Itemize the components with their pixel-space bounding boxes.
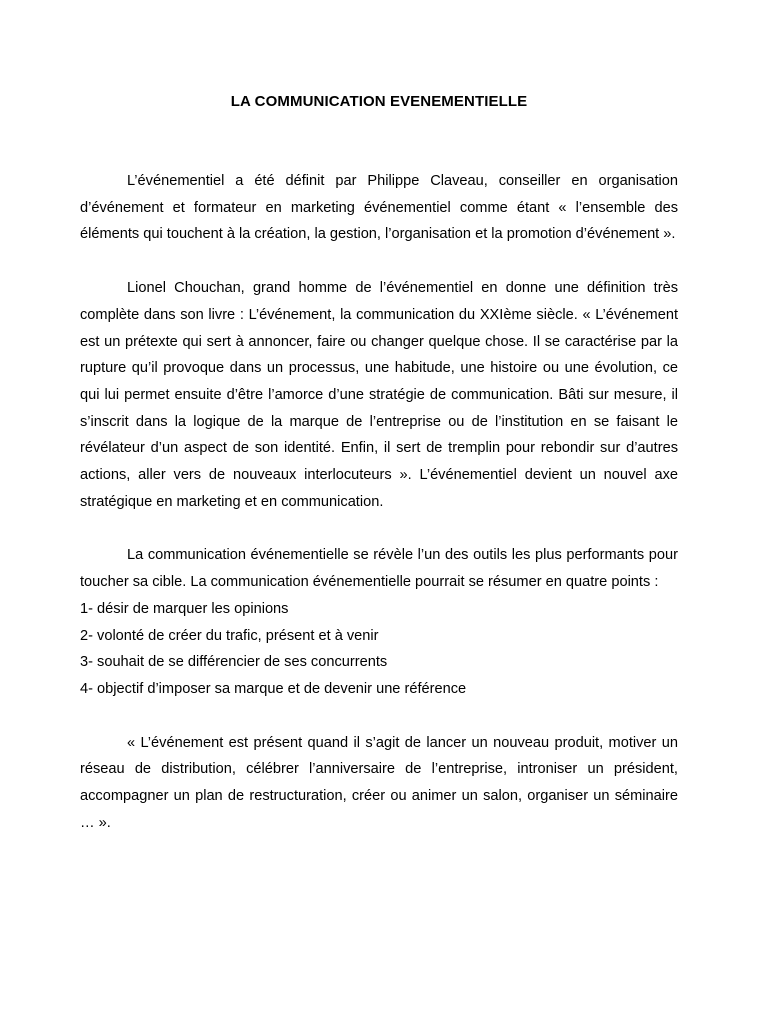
document-title: LA COMMUNICATION EVENEMENTIELLE xyxy=(230,93,528,110)
paragraph-definition-chouchan: Lionel Chouchan, grand homme de l’événementiel en donne une définition très complète dans son livre : L’événement, la communication du XXIème siècle. « L’événement est un prétexte qui sert à annoncer, faire ou changer quelque chose. Il se caractérise par la rupture qu’il provoque dans un processus, une habitude, une histoire ou une évolution, ce qui lui permet ensuite d’être l’amorce d’une stratégie de communication. Bâti sur mesure, il s’inscrit dans la logique de la marque de l’entreprise ou de l’institution en se faisant le révélateur d’un aspect de son identité. Enfin, il sert de tremplin pour rebondir sur d’autres actions, aller vers de nouveaux interlocuteurs ». L’événementiel devient un nouvel axe stratégique en marketing et en communication. xyxy=(80,280,678,510)
list-item: 3- souhait de se différencier de ses concurrents xyxy=(80,654,388,671)
list-item: 2- volonté de créer du trafic, présent et à venir xyxy=(80,627,379,644)
document-body xyxy=(80,168,678,836)
paragraph-definition-claveau: L’événementiel a été définit par Philippe Claveau, conseiller en organisation d’événement et formateur en marketing événementiel comme étant « l’ensemble des éléments qui touchent à la création, la gestion, l’organisation et la promotion d’événement ». xyxy=(80,173,678,243)
list-item: 1- désir de marquer les opinions xyxy=(80,600,289,617)
paragraph-event-quote: « L’événement est présent quand il s’agit de lancer un nouveau produit, motiver un réseau de distribution, célébrer l’anniversaire de l’entreprise, introniser un président, accompagner un plan de restructuration, créer ou animer un salon, organiser un séminaire … ». xyxy=(80,734,678,831)
list-item: 4- objectif d’imposer sa marque et de devenir une référence xyxy=(80,680,467,697)
four-points-list xyxy=(80,596,678,703)
paragraph-four-points-intro: La communication événementielle se révèle l’un des outils les plus performants pour toucher sa cible. La communication événementielle pourrait se résumer en quatre points : xyxy=(80,547,678,591)
